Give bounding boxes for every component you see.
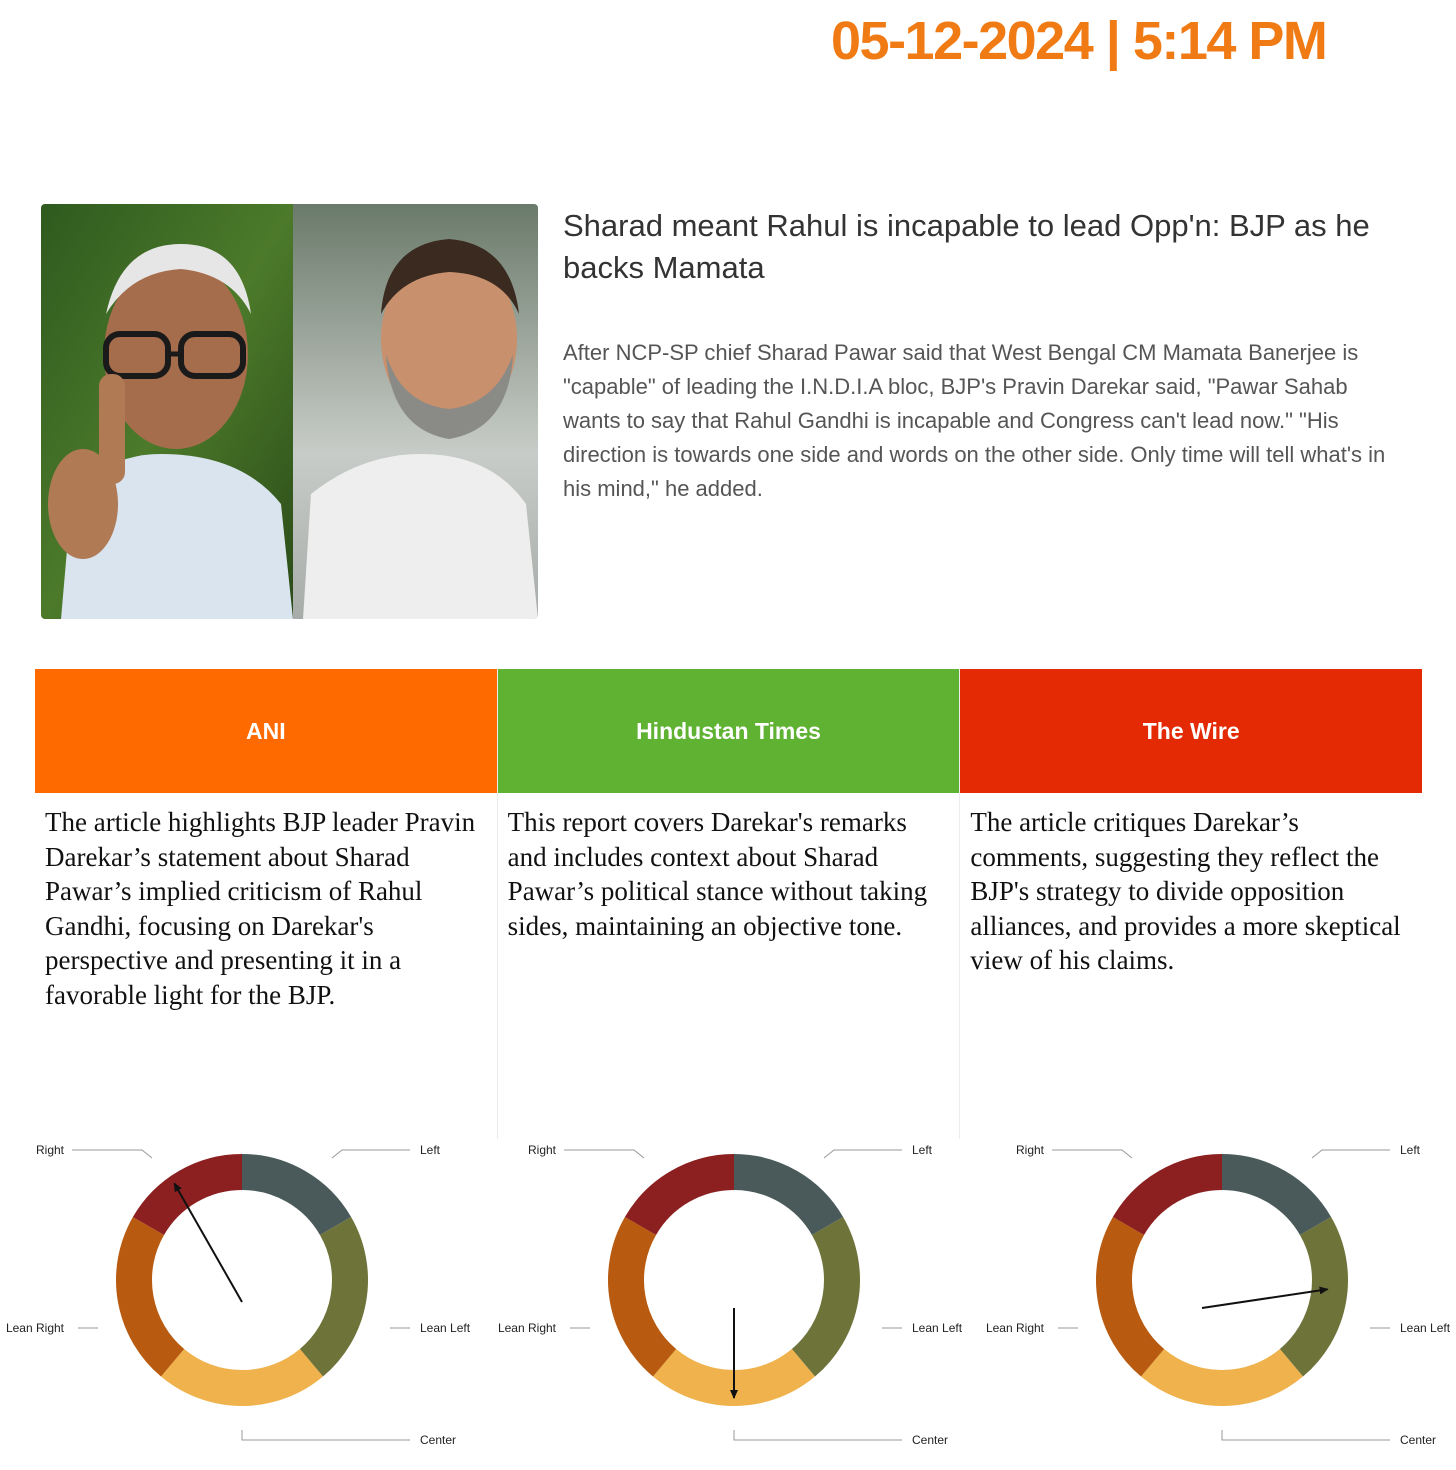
- leader-line: [734, 1430, 902, 1440]
- leader-line: [242, 1430, 410, 1440]
- gauge-segment-right: [1128, 1172, 1222, 1226]
- gauge-segment-left: [1222, 1172, 1316, 1226]
- leader-line: [72, 1150, 152, 1158]
- gauge-segment-lean-left: [311, 1226, 350, 1363]
- gauge-label-right: Right: [35, 1143, 64, 1157]
- source-column-ani: [35, 669, 498, 1139]
- gauge-segment-lean-right: [134, 1226, 173, 1363]
- gauge-label-left: Left: [1400, 1143, 1421, 1157]
- gauge-segment-lean-left: [803, 1226, 842, 1363]
- gauge-segment-lean-right: [1114, 1226, 1153, 1363]
- gauge-label-center: Center: [1400, 1433, 1437, 1447]
- date-time-stamp: 05-12-2024 | 5:14 PM: [831, 11, 1327, 71]
- source-column-the-wire: [960, 669, 1422, 1139]
- gauge-segment-right: [640, 1172, 734, 1226]
- leader-line: [1222, 1430, 1390, 1440]
- source-header-hindustan-times: Hindustan Times: [498, 669, 960, 793]
- leader-line: [332, 1150, 410, 1158]
- gauge-label-center: Center: [912, 1433, 949, 1447]
- gauge-segment-center: [173, 1363, 312, 1388]
- leader-line: [1312, 1150, 1390, 1158]
- gauge-segment-center: [1153, 1363, 1292, 1388]
- gauge-label-left: Left: [420, 1143, 441, 1157]
- gauge-label-left: Left: [912, 1143, 933, 1157]
- gauge-label-right: Right: [527, 1143, 556, 1157]
- gauge-label-lean-right: Lean Right: [5, 1321, 64, 1335]
- bias-gauge-ani: [0, 1120, 490, 1470]
- source-comparison-table: [35, 669, 1422, 1139]
- leader-line: [824, 1150, 902, 1158]
- source-analysis-hindustan-times: This report covers Darekar's remarks and includes context about Sharad Pawar’s political stance without taking sides, maintaining an objective tone.: [507, 807, 928, 941]
- gauge-label-center: Center: [420, 1433, 457, 1447]
- gauge-label-right: Right: [1015, 1143, 1044, 1157]
- bias-gauge-hindustan-times: [492, 1120, 982, 1470]
- leader-line: [564, 1150, 644, 1158]
- gauge-segment-left: [734, 1172, 828, 1226]
- gauge-label-lean-left: Lean Left: [420, 1321, 471, 1335]
- gauge-label-lean-right: Lean Right: [497, 1321, 556, 1335]
- gauge-pointer: [174, 1183, 242, 1302]
- source-analysis-ani: The article highlights BJP leader Pravin Darekar’s statement about Sharad Pawar’s implied criticism of Rahul Gandhi, focusing on Darekar's perspective and presenting it in a favorable light for the BJP.: [45, 807, 476, 1010]
- gauge-segment-left: [242, 1172, 336, 1226]
- gauge-segment-lean-right: [626, 1226, 665, 1363]
- gauge-label-lean-left: Lean Left: [912, 1321, 963, 1335]
- gauge-label-lean-right: Lean Right: [985, 1321, 1044, 1335]
- gauge-label-lean-left: Lean Left: [1400, 1321, 1451, 1335]
- article-headline: Sharad meant Rahul is incapable to lead Opp'n: BJP as he backs Mamata: [563, 208, 1370, 285]
- article-photo: [41, 204, 538, 619]
- article-summary: After NCP-SP chief Sharad Pawar said that West Bengal CM Mamata Banerjee is "capable" of leading the I.N.D.I.A bloc, BJP's Pravin Darekar said, "Pawar Sahab wants to say that Rahul Gandhi is incapable and Congress can't lead now." "His direction is towards one side and words on the other side. Only time will tell what's in his mind," he added.: [563, 340, 1386, 501]
- bias-gauge-the-wire: [980, 1120, 1456, 1470]
- source-analysis-the-wire: The article critiques Darekar’s comments, suggesting they reflect the BJP's strategy to divide opposition alliances, and provides a more skeptical view of his claims.: [970, 807, 1401, 975]
- source-column-hindustan-times: [498, 669, 961, 1139]
- source-header-ani: ANI: [35, 669, 497, 793]
- leader-line: [1052, 1150, 1132, 1158]
- source-header-the-wire: The Wire: [960, 669, 1422, 793]
- gauge-segment-right: [148, 1172, 242, 1226]
